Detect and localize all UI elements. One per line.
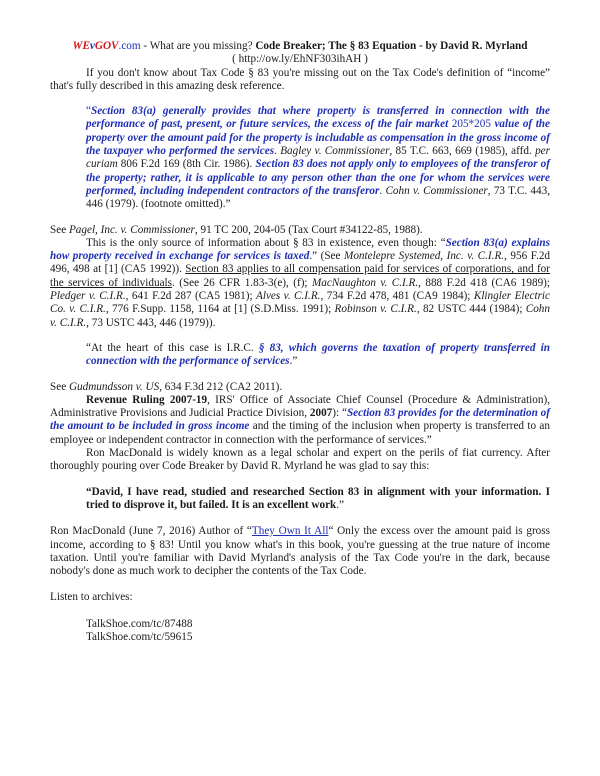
citation-pagel: See Pagel, Inc. v. Commissioner, 91 TC 200, 204-05 (Tax Court #34122-85, 1988). — [50, 223, 423, 236]
blockquote-gudmundsson: “At the heart of this case is I.R.C. § 83, which governs the taxation of property transferred in connection with the performance of services.” — [86, 341, 550, 368]
site-brand[interactable]: WEvGOV.com — [72, 40, 141, 52]
archive-link[interactable]: TalkShoe.com/tc/87488 — [86, 617, 193, 630]
paragraph-revenue-ruling: Revenue Ruling 2007-19, IRS' Office of Associate Chief Counsel (Procedure & Administration), Administrative Provisions and Judicial Practice Division, 2007): “Section 83 provides for the determination of the amount to be included in gross income and the timing of the inclusion when property is transferred to an employee or independent contractor in connection with the performance of services.” — [50, 393, 550, 446]
citation-gudmundsson: See Gudmundsson v. US, 634 F.3d 212 (CA2 2011). — [50, 380, 283, 393]
header-url[interactable]: ( http://ow.ly/EhNF303ihAH ) — [232, 53, 368, 66]
document-title: Code Breaker; The § 83 Equation - by David R. Myrland — [255, 40, 528, 52]
archive-link[interactable]: TalkShoe.com/tc/59615 — [86, 630, 193, 643]
paragraph-ron-intro: Ron MacDonald is widely known as a legal scholar and expert on the perils of fiat currency. After thoroughly pouring over Code Breaker by David R. Myrland he was glad to say this: — [50, 447, 550, 473]
blockquote-bagley: “Section 83(a) generally provides that where property is transferred in connection with the performance of past, present, or future services, the excess of the fair market 205*205 value of the property over the amount paid for the property is includable as compensation in the gross income of the taxpayer who performed the services. Bagley v. Commissioner, 85 T.C. 663, 669 (1985), affd. per curiam 806 F.2d 169 (8th Cir. 1986). Section 83 does not apply only to employees of the transferor of the property; rather, it is applicable to any person other than the one for whom the services were performed, including independent contractors of the transferor. Cohn v. Commissioner, 73 T.C. 443, 446 (1979). (footnote omitted).” — [86, 105, 550, 211]
paragraph-ron-macdonald: Ron MacDonald (June 7, 2016) Author of “They Own It All“ Only the excess over the amount paid is gross income, according to § 83! Until you know what's in this book, you're guessing at the true nature of income taxation. Until you're familiar with David Myrland's analysis of the Tax Code you're in the dark, because nobody's done as much work to decipher the contents of the Tax Code. — [50, 525, 550, 578]
blockquote-testimonial: “David, I have read, studied and researched Section 83 in alignment with your information. I tried to disprove it, but failed. It is an excellent work.” — [86, 485, 550, 511]
intro-paragraph: If you don't know about Tax Code § 83 you're missing out on the Tax Code's definition of “income” that's fully described in this amazing desk reference. — [50, 66, 550, 92]
listen-heading: Listen to archives: — [50, 591, 133, 604]
header-line: WEvGOV.com - What are you missing? Code Breaker; The § 83 Equation - by David R. Myrland — [72, 40, 528, 52]
they-own-it-all-link[interactable]: They Own It All — [251, 525, 329, 538]
paragraph-only-source: This is the only source of information about § 83 in existence, even though: “Section 83(a) explains how property received in exchange for services is taxed.” (See Montelepre Systemed, Inc. v. C.I.R., 956 F.2d 496, 498 at [1] (CA5 1992)). Section 83 applies to all compensation paid for services of corporations, and for the services of individuals. (See 26 CFR 1.83-3(e), (f); MacNaughton v. C.I.R., 888 F.2d 418 (CA6 1989); Pledger v. C.I.R., 641 F.2d 287 (CA5 1981); Alves v. C.I.R., 734 F.2d 478, 481 (CA9 1984); Klingler Electric Co. v. C.I.R., 776 F.Supp. 1158, 1164 at [1] (S.D.Miss. 1991); Robinson v. C.I.R., 82 USTC 444 (1984); Cohn v. C.I.R., 73 USTC 443, 446 (1979)). — [50, 236, 551, 329]
